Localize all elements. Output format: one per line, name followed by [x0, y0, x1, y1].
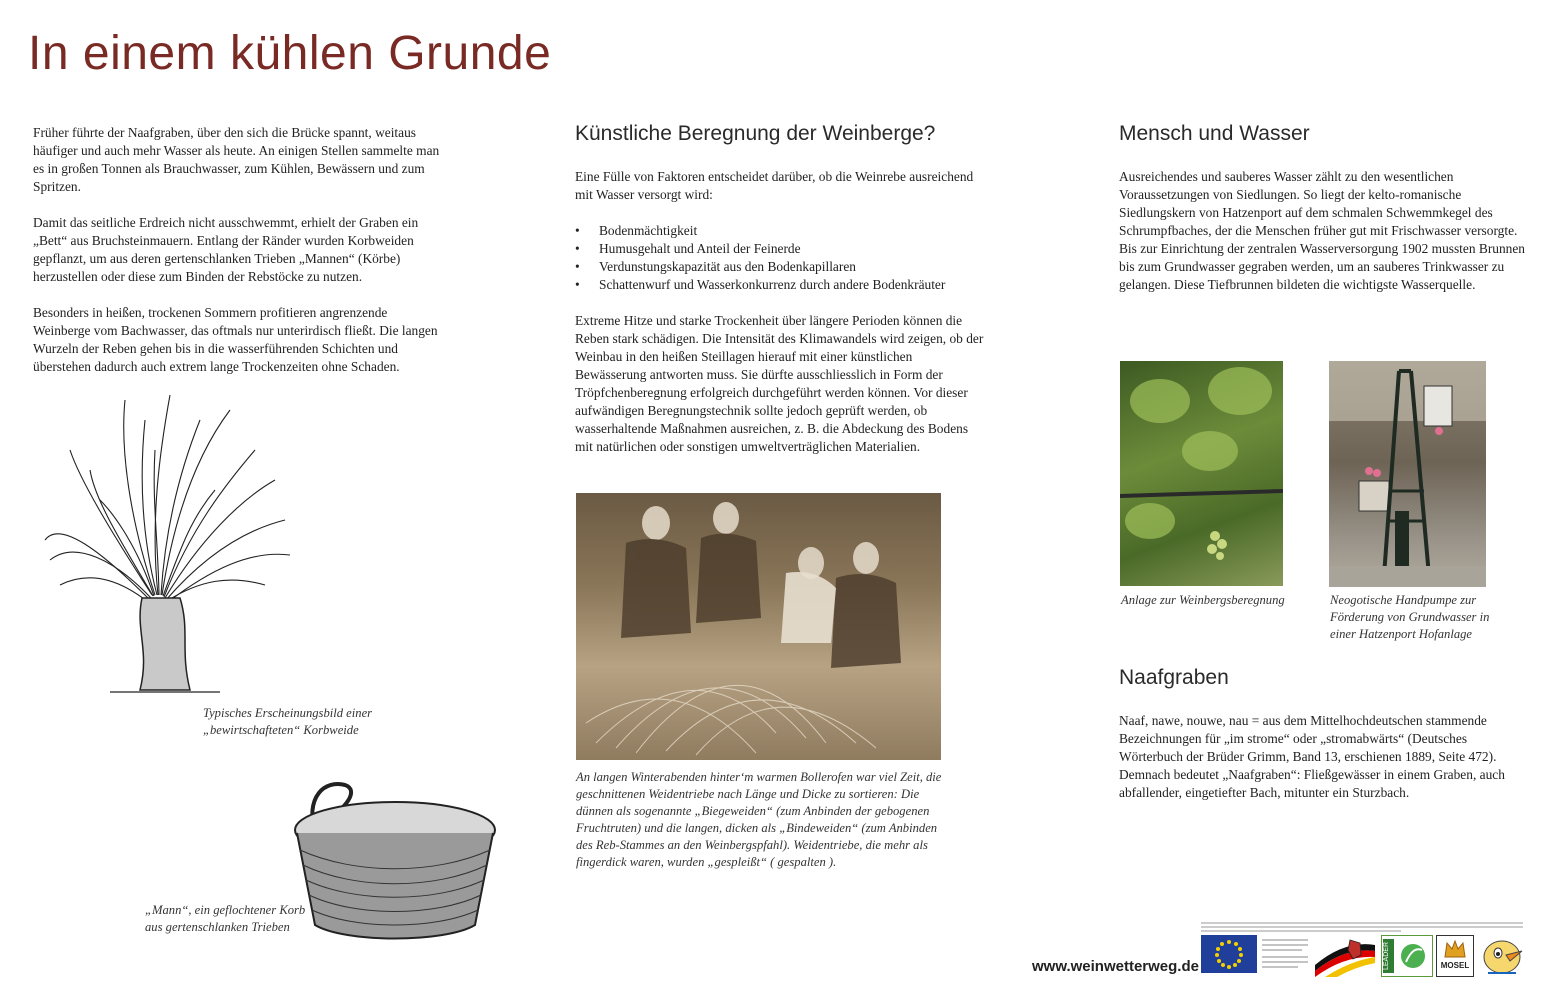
eu-flag-logo	[1201, 935, 1257, 973]
mensch-wasser-body: Ausreichendes und sauberes Wasser zählt zu den wesentlichen Voraussetzungen von Siedlungen. So liegt der kelto-romanische Siedlungskern von Hatzenport auf dem schmalen Schwemmkegel des Schrumpfbaches, der die Menschen früher gut mit Frischwasser versorgte. Bis zur Einrichtung der zentralen Wasserversorgung 1902 mussten Brunnen bis zum Grundwasser gegraben werden, um an sauberes Trinkwasser zu gelangen. Diese Tiefbrunnen bildeten die wichtigste Wasserquelle.	[1119, 169, 1526, 292]
left-column	[33, 124, 441, 394]
left-paragraph-2: Damit das seitliche Erdreich nicht ausschwemmt, erhielt der Graben ein „Bett“ aus Bruchsteinmauern. Entlang der Ränder wurden Korbweiden gepflanzt, um aus deren gertenschlanken Trieben „Mannen“ (Körbe) herzustellen oder diese zum Binden der Rebstöcke zu nutzen.	[33, 215, 419, 284]
basket-caption-line-1: „Mann“, ein geflochtener Korb	[145, 903, 306, 917]
basket-caption-line-2: aus gertenschlanken Trieben	[145, 920, 290, 934]
vineyard-irrigation-photo	[1120, 361, 1283, 586]
left-paragraph-1: Früher führte der Naafgraben, über den sich die Brücke spannt, weitaus häufiger und auch mehr Wasser als heute. An einigen Stellen sammelte man es in großen Tonnen als Brauchwasser, zum Kühlen, Bewässern und zum Spritzen.	[33, 125, 440, 194]
factor-item: • Bodenmächtigkeit	[575, 222, 987, 240]
middle-body: Extreme Hitze und starke Trockenheit über längere Perioden können die Reben stark schädigen. Die Intensität des Klimawandels wird zeigen, ob der Weinbau in den heißen Steillagen hierauf mit einer künstlichen Bewässerung antworten muss. Sie dürfte ausschliesslich in Form der Tröpfchenberegnung erfolgreich durchgeführt werden können. Vor dieser aufwändigen Beregnungstechnik sollte jedoch geprüft werden, ob wasserhaltende Maßnahmen ausreichen, z. B. die Abdeckung des Bodens mit natürlichen oder sonstigen umweltverträglichen Materialien.	[575, 313, 984, 454]
middle-column	[575, 122, 987, 474]
middle-intro: Eine Fülle von Faktoren entscheidet darüber, ob die Weinrebe ausreichend mit Wasser versorgt wird:	[575, 169, 974, 202]
mosel-logo	[1436, 935, 1474, 977]
page-title: In einem kühlen Grunde	[28, 27, 552, 80]
willow-caption-line-1: Typisches Erscheinungsbild einer	[203, 706, 373, 720]
factor-item: • Verdunstungskapazität aus den Bodenkapillaren	[575, 258, 987, 276]
willow-trunk	[140, 598, 190, 690]
website-url[interactable]: www.weinwetterweg.de	[1032, 958, 1199, 975]
hand-pump-photo-caption: Neogotische Handpumpe zur Förderung von Grundwasser in einer Hatzenport Hofanlage	[1330, 593, 1490, 641]
eu-fineprint	[1262, 937, 1310, 973]
mensch-wasser-heading: Mensch und Wasser	[1119, 122, 1310, 145]
middle-heading: Künstliche Beregnung der Weinberge?	[575, 122, 936, 145]
weinwetterweg-mascot-logo	[1478, 933, 1526, 977]
factor-item: • Schattenwurf und Wasserkonkurrenz durch andere Bodenkräuter	[575, 276, 987, 294]
hand-pump-photo	[1329, 361, 1486, 587]
left-paragraph-3: Besonders in heißen, trockenen Sommern profitieren angrenzende Weinberge vom Bachwasser, das oftmals nur unterirdisch fließt. Die langen Wurzeln der Reben gehen bis in die wasserführenden Schichten und überstehen dadurch auch extrem lange Trockenzeiten ohne Schaden.	[33, 305, 438, 374]
basket-caption	[145, 902, 365, 936]
germany-rlp-logo	[1315, 935, 1375, 977]
willow-illustration	[40, 390, 300, 740]
leader-logo	[1381, 935, 1433, 977]
willow-caption	[203, 705, 423, 739]
mosel-logo-text: MOSEL	[1440, 961, 1470, 970]
willow-caption-line-2: „bewirtschafteten“ Korbweide	[203, 723, 359, 737]
factor-list	[575, 222, 987, 294]
vineyard-photo-caption: Anlage zur Weinbergsberegnung	[1121, 593, 1285, 607]
sepia-photo-caption: An langen Winterabenden hinter‘m warmen Bollerofen war viel Zeit, die geschnittenen Weidentriebe nach Länge und Dicke zu sortieren: Die dünnen als sogenannte „Biegeweiden“ (zum Anbinden der gebogenen Fruchtruten) und die langen, dicken als „Bindeweiden“ (zum Anbinden des Reb-Stammes an den Weinbergspfahl). Weidentriebe, die mehr als fingerdick waren, wurden „gespleißt“ ( gespalten ).	[576, 770, 942, 869]
leader-logo-text: LEADER	[1383, 939, 1394, 973]
sepia-photo-men-sorting-willow	[576, 493, 941, 760]
right-column	[1119, 122, 1531, 312]
naafgraben-body: Naaf, nawe, nouwe, nau = aus dem Mittelhochdeutschen stammende Bezeichnungen für „im strome“ oder „stromabwärts“ (Deutsches Wörterbuch der Brüder Grimm, Band 13, erschienen 1889, Seite 472). Demnach bedeutet „Naafgraben“: Fließgewässer in einem Graben, auch abfallender, eingetiefter Bach, mitunter ein Sturzbach.	[1119, 713, 1505, 800]
naafgraben-heading: Naafgraben	[1119, 666, 1229, 689]
naafgraben-section	[1119, 666, 1531, 820]
factor-item: • Humusgehalt und Anteil der Feinerde	[575, 240, 987, 258]
funding-fineprint	[1201, 920, 1523, 934]
